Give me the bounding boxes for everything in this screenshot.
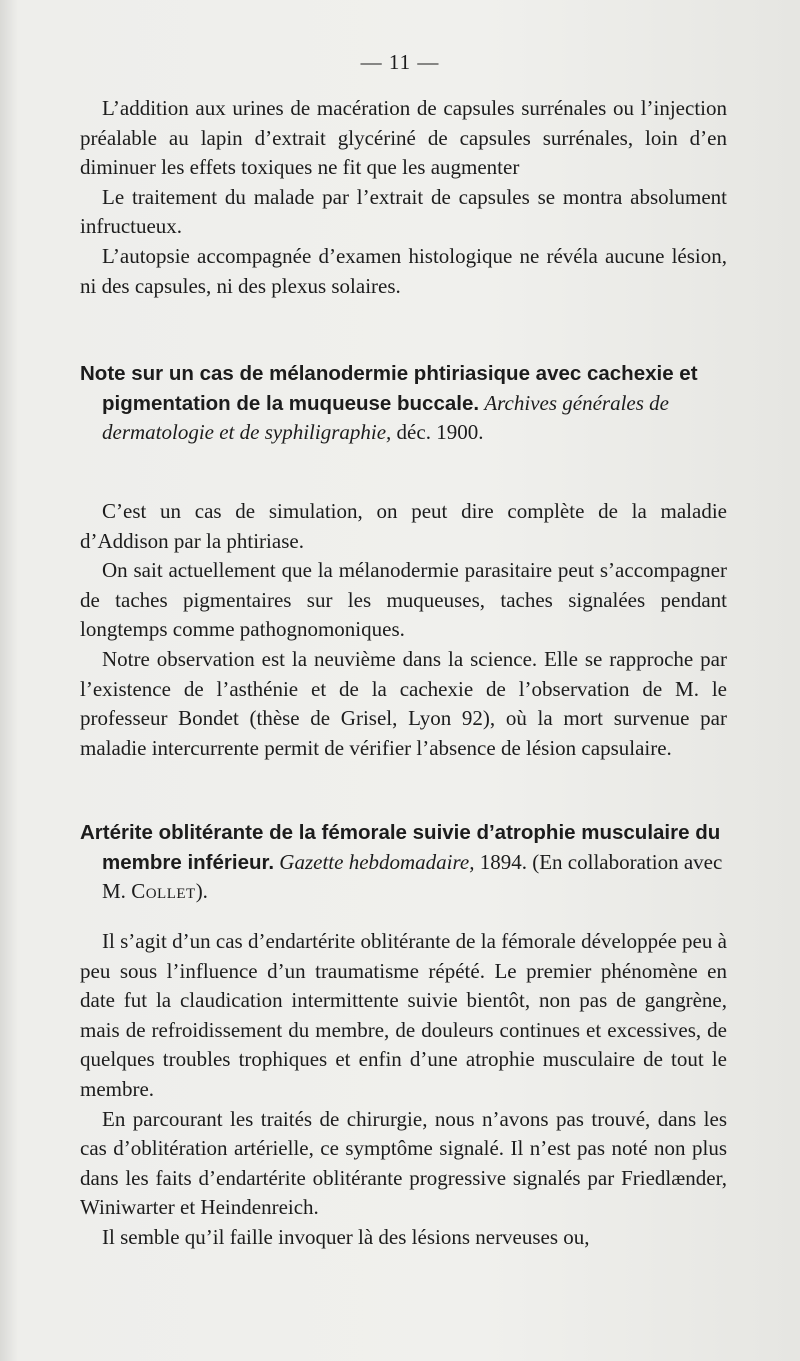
journal-name: Gazette hebdomadaire,	[279, 849, 475, 874]
section-continuation	[80, 94, 727, 301]
collaboration-note: (En collaboration avec M. Collet).	[102, 849, 723, 904]
paragraph: Le traitement du malade par l’extrait de capsules se montra absolument infructueux.	[80, 184, 727, 239]
entry-heading	[80, 359, 727, 448]
journal-name: Archives générales de dermatologie et de syphiligraphie,	[102, 390, 669, 445]
paragraph: En parcourant les traités de chirurgie, nous n’avons pas trouvé, dans les cas d’oblitération artérielle, ce symptôme signalé. Il n’est pas noté non plus dans les faits d’endartérite oblitérante progressive signalés par Friedlænder, Winiwarter et Heindenreich.	[80, 1106, 727, 1220]
publication-year: 1894.	[479, 849, 527, 874]
bibliography-entry-melanodermie	[80, 359, 727, 448]
entry-heading	[80, 818, 727, 907]
paragraph: L’autopsie accompagnée d’examen histologique ne révéla aucune lésion, ni des capsules, ni des plexus solaires.	[80, 243, 727, 298]
entry-title: Artérite oblitérante de la fémorale suivie d’atrophie musculaire du membre inférieur.	[80, 821, 721, 874]
paragraph: On sait actuellement que la mélanodermie parasitaire peut s’accompagner de taches pigmentaires sur les muqueuses, taches signalées pendant longtemps comme pathognomoniques.	[80, 558, 727, 642]
entry-body	[80, 927, 727, 1253]
paragraph: L’addition aux urines de macération de capsules surrénales ou l’injection préalable au lapin d’extrait glycériné de capsules surrénales, loin d’en diminuer les effets toxiques ne fit que les augmenter	[80, 96, 727, 180]
page-number: — 11 —	[360, 50, 440, 74]
paragraph: Notre observation est la neuvième dans la science. Elle se rapproche par l’existence de l’asthénie et de la cachexie de l’observation de M. le professeur Bondet (thèse de Grisel, Lyon 92), où la mort survenue par maladie intercurrente permit de vérifier l’absence de lésion capsulaire.	[80, 646, 727, 760]
paragraph: Il s’agit d’un cas d’endartérite oblitérante de la fémorale développée peu à peu sous l’influence d’un traumatisme répété. Le premier phénomène en date fut la claudication intermittente suivie bientôt, non pas de gangrène, mais de refroidissement du membre, de douleurs continues et excessives, de quelques troubles trophiques et enfin d’une atrophie musculaire de tout le membre.	[80, 929, 727, 1101]
paragraph: C’est un cas de simulation, on peut dire complète de la maladie d’Addison par la phtiriase.	[80, 499, 727, 553]
bibliography-entry-arterite	[80, 818, 727, 907]
entry-title: Note sur un cas de mélanodermie phtiriasique avec cachexie et pigmentation de la muqueuse buccale.	[80, 362, 698, 415]
paragraph-last-line: Il semble qu’il faille invoquer là des lésions nerveuses ou,	[102, 1224, 590, 1249]
entry-body	[80, 497, 727, 763]
collaborator-name: Collet	[131, 879, 196, 904]
publication-date: déc. 1900.	[396, 420, 484, 445]
